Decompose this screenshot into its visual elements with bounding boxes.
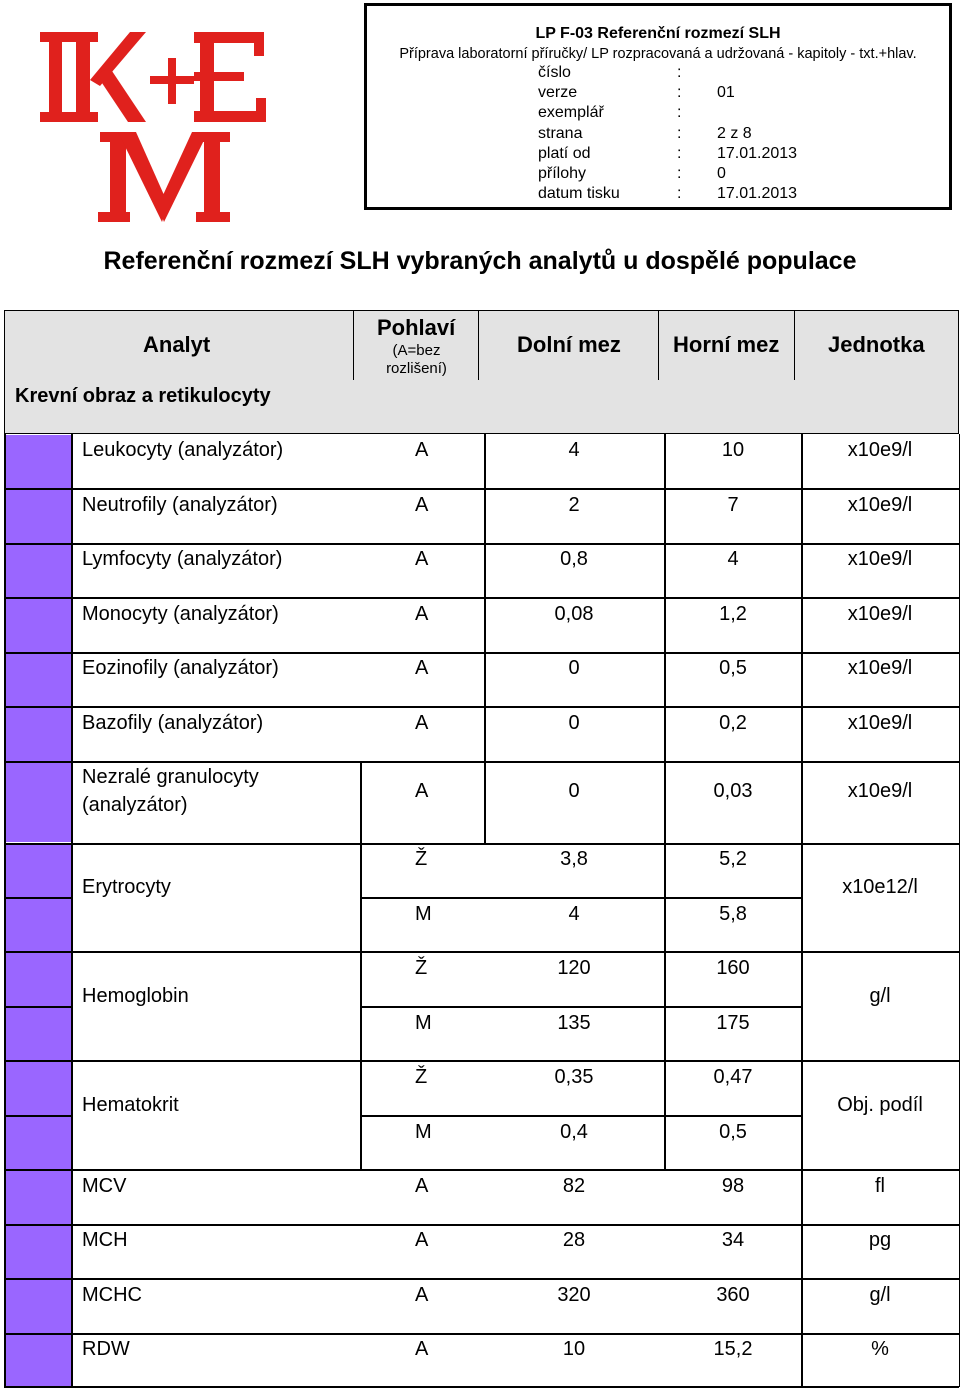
cell-unit: fl [875, 1175, 885, 1197]
table-left-border [4, 434, 6, 1387]
cell-sex: A [415, 548, 429, 570]
row-divider [4, 1060, 959, 1062]
row-marker [4, 1171, 71, 1224]
cell-low: 0,4 [560, 1121, 588, 1143]
cell-analyt: Bazofily (analyzátor) [82, 712, 264, 734]
meta-label: přílohy [538, 165, 587, 182]
cell-high: 0,5 [719, 657, 747, 679]
row-divider [360, 1115, 801, 1117]
meta-colon: : [677, 145, 682, 162]
cell-low: 0,8 [560, 548, 588, 570]
cell-analyt: Leukocyty (analyzátor) [82, 439, 284, 461]
row-divider [4, 897, 71, 899]
header-pohlavi-note-1: (A=bez [392, 342, 441, 359]
row-marker [4, 708, 71, 761]
row-divider [4, 761, 959, 763]
cell-analyt-line2: (analyzátor) [82, 794, 188, 816]
meta-label: strana [538, 125, 583, 142]
cell-sex: A [415, 1229, 429, 1251]
cell-high: 175 [716, 1012, 750, 1034]
cell-unit: x10e9/l [847, 548, 913, 570]
cell-unit: x10e9/l [847, 494, 913, 516]
col-divider [484, 434, 486, 843]
cell-analyt: Lymfocyty (analyzátor) [82, 548, 283, 570]
cell-analyt: MCHC [82, 1284, 142, 1306]
cell-sex: A [415, 439, 429, 461]
row-divider [4, 843, 959, 845]
row-divider [4, 706, 959, 708]
cell-analyt: MCV [82, 1175, 127, 1197]
col-divider [360, 843, 362, 952]
stripe-divider [71, 434, 73, 1387]
cell-high: 0,47 [713, 1066, 753, 1088]
row-marker [4, 435, 71, 488]
header-pohlavi: Pohlaví [377, 315, 456, 340]
col-divider [360, 761, 362, 843]
row-marker [4, 953, 71, 1006]
cell-low: 135 [557, 1012, 591, 1034]
meta-label: exemplář [538, 104, 604, 121]
cell-high: 10 [721, 439, 745, 461]
cell-unit: x10e9/l [847, 780, 913, 802]
cell-sex: Ž [415, 957, 428, 979]
meta-value: 17.01.2013 [717, 145, 798, 162]
cell-unit: g/l [869, 985, 891, 1007]
cell-unit: x10e12/l [842, 876, 918, 898]
row-divider [4, 1224, 959, 1226]
cell-unit: x10e9/l [847, 712, 913, 734]
header-divider [658, 311, 659, 380]
document-header-box [364, 3, 952, 210]
cell-unit: Obj. podíl [837, 1094, 923, 1116]
row-marker [4, 898, 71, 951]
row-marker [4, 544, 71, 597]
meta-label: datum tisku [538, 185, 620, 202]
cell-analyt: Hemoglobin [82, 985, 189, 1007]
header-horni-mez: Horní mez [673, 332, 780, 357]
cell-high: 7 [727, 494, 739, 516]
cell-low: 3,8 [560, 848, 588, 870]
document-title: LP F-03 Referenční rozmezí SLH [535, 25, 781, 42]
cell-low: 82 [562, 1175, 586, 1197]
cell-low: 0 [568, 712, 580, 734]
meta-colon: : [677, 104, 682, 121]
cell-high: 0,2 [719, 712, 747, 734]
cell-high: 0,03 [713, 780, 753, 802]
meta-label: platí od [538, 145, 591, 162]
cell-sex: A [415, 657, 429, 679]
row-marker [4, 490, 71, 543]
table-header [4, 310, 959, 434]
cell-high: 360 [716, 1284, 750, 1306]
header-dolni-mez: Dolní mez [517, 332, 621, 357]
cell-low: 2 [568, 494, 580, 516]
row-divider [360, 1006, 801, 1008]
cell-high: 5,8 [719, 903, 747, 925]
meta-value: 0 [717, 165, 726, 182]
row-divider [4, 1115, 71, 1117]
row-divider [4, 597, 959, 599]
row-divider [360, 897, 801, 899]
cell-high: 15,2 [713, 1338, 753, 1360]
row-marker [4, 1280, 71, 1333]
cell-low: 120 [557, 957, 591, 979]
cell-analyt: Eozinofily (analyzátor) [82, 657, 279, 679]
row-marker [4, 1007, 71, 1060]
row-marker [4, 599, 71, 652]
cell-sex: A [415, 1284, 429, 1306]
cell-high: 98 [721, 1175, 745, 1197]
cell-sex: Ž [415, 1066, 428, 1088]
meta-colon: : [677, 165, 682, 182]
row-marker [4, 1062, 71, 1115]
table-bottom-border [4, 1386, 959, 1388]
meta-label: číslo [538, 64, 571, 81]
cell-sex: A [415, 1338, 429, 1360]
cell-high: 160 [716, 957, 750, 979]
cell-low: 0 [568, 780, 580, 802]
cell-unit: x10e9/l [847, 657, 913, 679]
meta-value: 01 [717, 84, 735, 101]
col-divider [664, 434, 666, 843]
cell-low: 0,35 [554, 1066, 594, 1088]
cell-low: 0 [568, 657, 580, 679]
row-marker [4, 1225, 71, 1278]
meta-colon: : [677, 64, 682, 81]
meta-colon: : [677, 185, 682, 202]
row-divider [4, 951, 959, 953]
meta-value: 2 z 8 [717, 125, 752, 142]
ikem-logo [40, 28, 268, 228]
meta-colon: : [677, 84, 682, 101]
cell-unit: x10e9/l [847, 439, 913, 461]
row-marker [4, 844, 71, 897]
cell-sex: A [415, 1175, 429, 1197]
header-divider [794, 311, 795, 380]
header-jednotka: Jednotka [828, 332, 925, 357]
header-divider [353, 311, 354, 380]
header-pohlavi-note-2: rozlišení) [386, 360, 447, 377]
cell-low: 10 [562, 1338, 586, 1360]
meta-colon: : [677, 125, 682, 142]
col-divider [801, 434, 803, 1387]
cell-analyt-line1: Nezralé granulocyty [82, 766, 259, 788]
meta-label: verze [538, 84, 578, 101]
meta-value: 17.01.2013 [717, 185, 798, 202]
row-divider [4, 1278, 959, 1280]
header-divider [478, 311, 479, 380]
row-marker [4, 1116, 71, 1169]
col-divider [360, 1060, 362, 1170]
cell-low: 320 [557, 1284, 591, 1306]
cell-sex: Ž [415, 848, 428, 870]
page-title: Referenční rozmezí SLH vybraných analytů u dospělé populace [103, 247, 857, 275]
row-marker [4, 1334, 71, 1386]
cell-high: 0,5 [719, 1121, 747, 1143]
cell-sex: A [415, 494, 429, 516]
row-marker [4, 653, 71, 706]
cell-unit: % [871, 1338, 889, 1360]
cell-sex: A [415, 603, 429, 625]
row-divider [4, 488, 959, 490]
row-divider [4, 1333, 959, 1335]
row-divider [4, 1006, 71, 1008]
section-title: Krevní obraz a retikulocyty [15, 385, 271, 407]
cell-sex: M [415, 1012, 432, 1034]
cell-high: 5,2 [719, 848, 747, 870]
cell-analyt: Hematokrit [82, 1094, 179, 1116]
cell-sex: A [415, 712, 429, 734]
row-divider [4, 543, 959, 545]
cell-unit: pg [868, 1229, 892, 1251]
cell-analyt: Monocyty (analyzátor) [82, 603, 279, 625]
col-divider [664, 843, 666, 1170]
cell-high: 1,2 [719, 603, 747, 625]
document-subtitle: Příprava laboratorní příručky/ LP rozpracovaná a udržovaná - kapitoly - txt.+hlav. [399, 46, 917, 62]
cell-low: 4 [568, 903, 580, 925]
cell-unit: g/l [869, 1284, 891, 1306]
cell-sex: A [415, 780, 429, 802]
cell-high: 4 [727, 548, 739, 570]
cell-analyt: MCH [82, 1229, 128, 1251]
cell-analyt: Neutrofily (analyzátor) [82, 494, 278, 516]
cell-analyt: Erytrocyty [82, 876, 171, 898]
cell-analyt: RDW [82, 1338, 130, 1360]
row-divider [4, 1169, 959, 1171]
cell-sex: M [415, 903, 432, 925]
cell-low: 28 [562, 1229, 586, 1251]
cell-low: 0,08 [554, 603, 594, 625]
header-analyt: Analyt [143, 332, 211, 357]
row-divider [4, 652, 959, 654]
cell-sex: M [415, 1121, 432, 1143]
cell-unit: x10e9/l [847, 603, 913, 625]
cell-high: 34 [721, 1229, 745, 1251]
col-divider [360, 951, 362, 1061]
cell-low: 4 [568, 439, 580, 461]
row-marker [4, 762, 71, 842]
